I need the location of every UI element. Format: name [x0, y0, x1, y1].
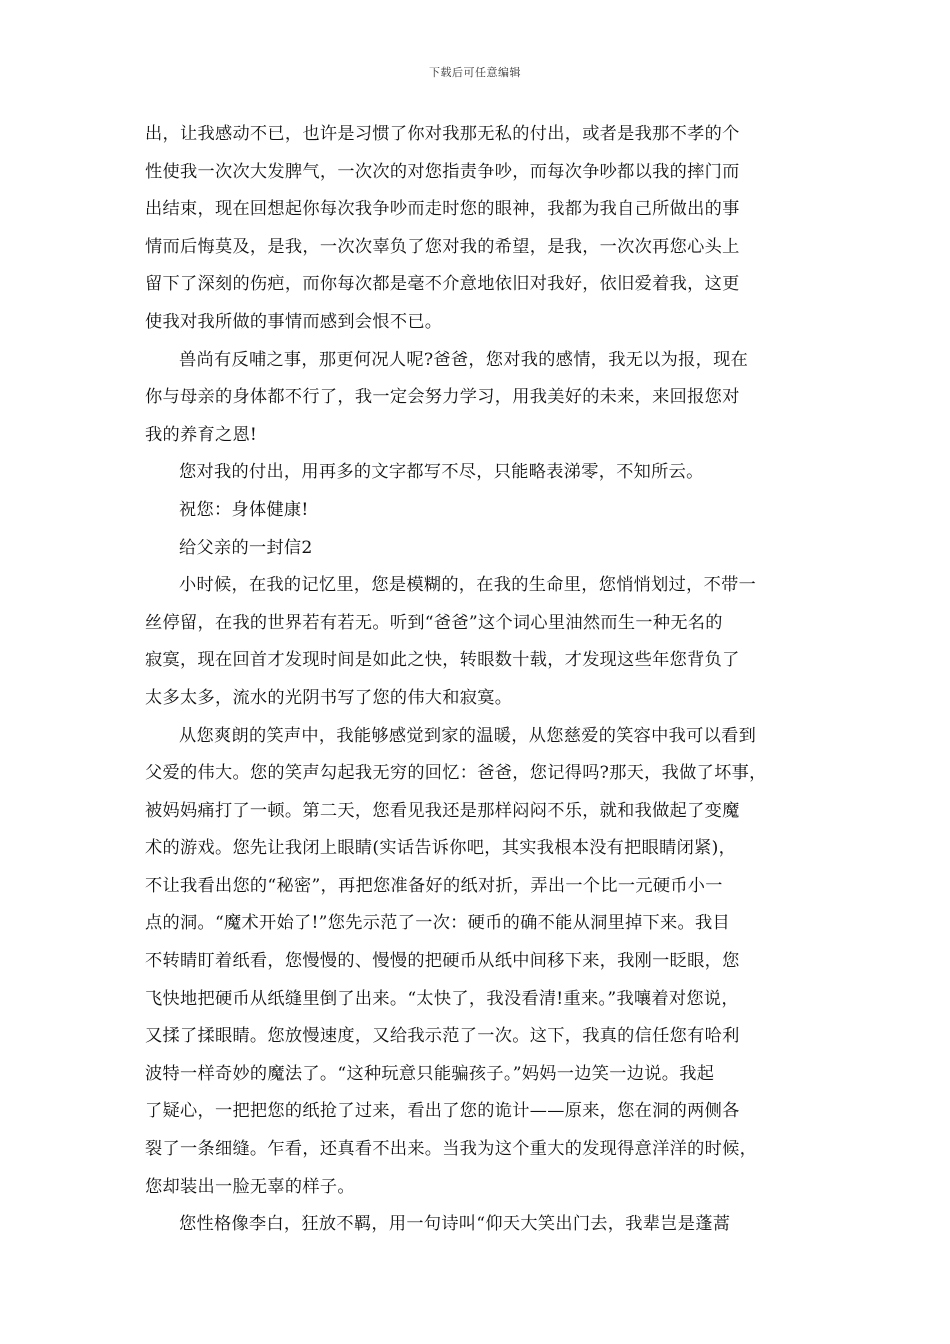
text-line: 给父亲的一封信2	[179, 537, 313, 558]
text-line: 被妈妈痛打了一顿。第二天，您看见我还是那样闷闷不乐，就和我做起了变魔	[145, 800, 740, 821]
text-line: 点的洞。“魔术开始了!”您先示范了一次：硬币的确不能从洞里掉下来。我目	[145, 913, 730, 934]
text-line: 祝您：身体健康!	[179, 499, 309, 520]
text-line: 性使我一次次大发脾气，一次次的对您指责争吵，而每次争吵都以我的摔门而	[145, 161, 740, 182]
text-line: 父爱的伟大。您的笑声勾起我无穷的回忆：爸爸，您记得吗?那天，我做了坏事，	[145, 763, 767, 784]
text-line: 出结束，现在回想起你每次我争吵而走时您的眼神，我都为我自己所做出的事	[145, 199, 740, 220]
text-line: 使我对我所做的事情而感到会恨不已。	[145, 311, 443, 332]
text-line: 你与母亲的身体都不行了，我一定会努力学习，用我美好的未来，来回报您对	[145, 387, 740, 408]
text-line: 我的养育之恩!	[145, 424, 258, 445]
text-line: 您却装出一脸无辜的样子。	[145, 1176, 355, 1197]
text-line: 术的游戏。您先让我闭上眼睛(实话告诉你吧，其实我根本没有把眼睛闭紧)，	[145, 838, 737, 859]
text-line: 出，让我感动不已，也许是习惯了你对我那无私的付出，或者是我那不孝的个	[145, 124, 740, 144]
page-header: 下载后可任意编辑	[429, 66, 521, 79]
text-line: 裂了一条细缝。乍看，还真看不出来。当我为这个重大的发现得意洋洋的时候，	[145, 1139, 758, 1160]
text-line: 小时候，在我的记忆里，您是模糊的，在我的生命里，您悄悄划过，不带一	[179, 575, 757, 596]
text-line: 寂寞，现在回首才发现时间是如此之快，转眼数十载，才发现这些年您背负了	[145, 650, 740, 671]
text-line: 留下了深刻的伤疤，而你每次都是毫不介意地依旧对我好，依旧爱着我，这更	[145, 274, 740, 295]
text-line: 情而后悔莫及，是我，一次次辜负了您对我的希望，是我，一次次再您心头上	[145, 236, 740, 257]
text-line: 不让我看出您的“秘密”，再把您准备好的纸对折，弄出一个比一元硬币小一	[145, 875, 723, 896]
text-line: 又揉了揉眼睛。您放慢速度，又给我示范了一次。这下，我真的信任您有哈利	[145, 1026, 740, 1047]
text-line: 您性格像李白，狂放不羁，用一句诗叫“仰天大笑出门去，我辈岂是蓬蒿	[179, 1214, 731, 1235]
text-line: 了疑心，一把把您的纸抢了过来，看出了您的诡计——原来，您在洞的两侧各	[145, 1101, 740, 1122]
text-line: 您对我的付出，用再多的文字都写不尽，只能略表涕零，不知所云。	[179, 462, 704, 483]
text-line: 丝停留，在我的世界若有若无。听到“爸爸”这个词心里油然而生一种无名的	[145, 612, 723, 633]
document-body	[145, 116, 813, 1244]
text-line: 不转睛盯着纸看，您慢慢的、慢慢的把硬币从纸中间移下来，我刚一眨眼，您	[145, 951, 740, 972]
text-line: 从您爽朗的笑声中，我能够感觉到家的温暖，从您慈爱的笑容中我可以看到	[179, 725, 757, 746]
text-line: 太多太多，流水的光阴书写了您的伟大和寂寞。	[145, 687, 513, 708]
text-line: 兽尚有反哺之事，那更何况人呢?爸爸，您对我的感情，我无以为报，现在	[179, 349, 749, 370]
text-line: 波特一样奇妙的魔法了。“这种玩意只能骗孩子。”妈妈一边笑一边说。我起	[145, 1063, 715, 1084]
text-line: 飞快地把硬币从纸缝里倒了出来。“太快了，我没看清!重来。”我嚷着对您说，	[145, 988, 739, 1009]
